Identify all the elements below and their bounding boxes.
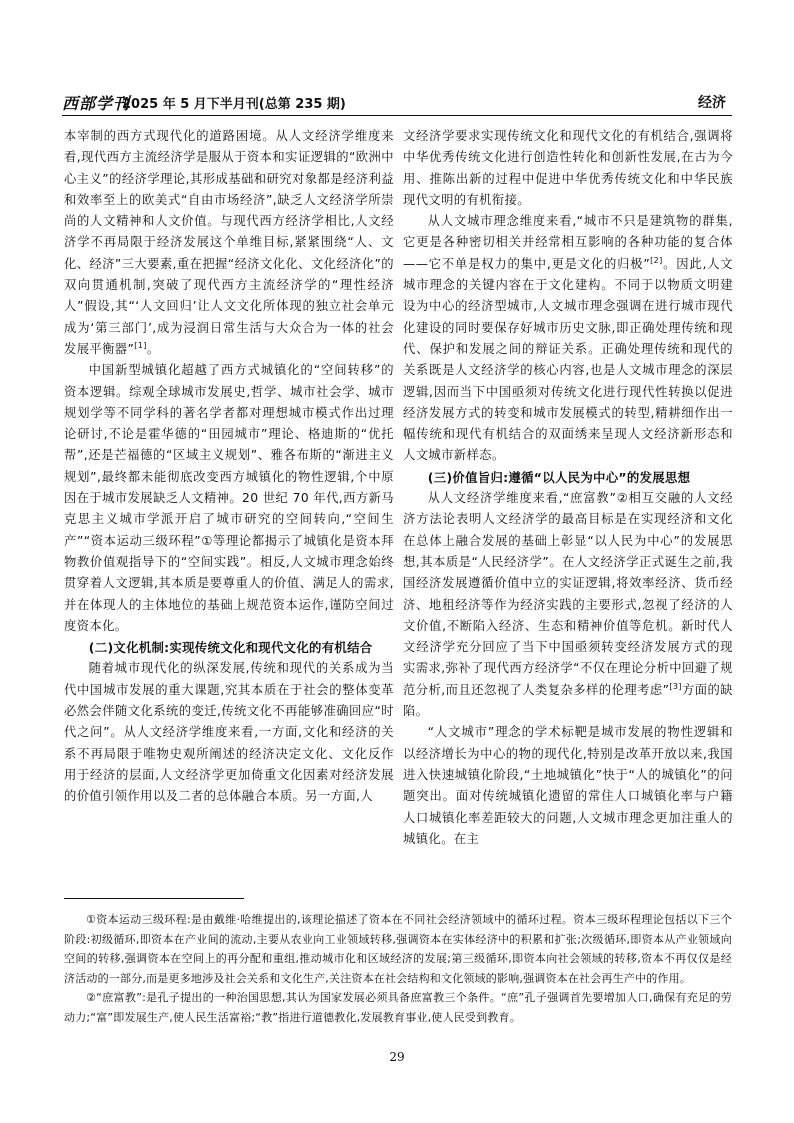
issue-info: 2025 年 5 月下半月刊(总第 235 期) [122,97,346,112]
paragraph: 从人文城市理念维度来看,“城市不只是建筑物的群集,它更是各种密切相关并经常相互影响的各种功能的复合体——它不单是权力的集中,更是文化的归极”[2]。因此,人文城市理念的关键内容在于文化建构。不同于以物质文明建设为中心的经济型城市,人文城市理念强调在进行城市现代化建设的同时要保存好城市历史文脉,即正确处理传统和现代、保护和发展之间的辩证关系。正确处理传统和现代的关系既是人文经济学的核心内容,也是人文城市理念的深层逻辑,因而当下中国亟须对传统文化进行现代性转换以促进经济发展方式的转变和城市发展模式的转型,精耕细作出一幅传统和现代有机结合的双面绣来呈现人文经济新形态和人文城市新样态。 [403,214,734,463]
footnote: ②“庶富教”:是孔子提出的一种治国思想,其认为国家发展必须具备庶富教三个条件。“庶”孔子强调首先要增加人口,确保有充足的劳动力;“富”即发展生产,使人民生活富裕;“教”指进行道德教化,发展教育事业,使人民受到教育。 [64,991,732,1024]
footnote-marker[interactable]: ① [201,533,213,548]
footnote-divider [64,898,244,899]
right-column [403,126,733,850]
paragraph: 随着城市现代化的纵深发展,传统和现代的关系成为当代中国城市发展的重大课题,究其本质在于社会的整体变革必然会伴随文化系统的变迁,传统文化不再能够准确回应“时代之问”。从人文经济学维度来看,一方面,文化和经济的关系不再局限于唯物史观所阐述的经济决定文化、文化反作用于经济的层面,人文经济学更加倚重文化因素对经济发展的价值引领作用以及二者的总体融合本质。另一方面,人 [64,661,394,804]
citation-ref[interactable]: [3] [669,681,682,691]
running-header [62,89,732,116]
footnote: ①资本运动三级环程:是由戴维·哈维提出的,该理论描述了资本在不同社会经济领域中的循环过程。资本三级环程理论包括以下三个阶段:初级循环,即资本在产业间的流动,主要从农业向工业领域转移,强调资本在实体经济中的积累和扩张;次级循环,即资本从产业领域向空间的转移,强调资本在空间上的再分配和重组,推动城市化和区域经济的发展;第三级循环,即资本向社会领域的转移,资本不再仅仅是经济活动的一部分,而是更多地涉及社会关系和文化生产,关注资本在社会结构和文化领域的影响,强调资本在社会再生产中的作用。 [64,913,732,985]
paragraph: 中国新型城镇化超越了西方式城镇化的“空间转移”的资本逻辑。综观全球城市发展史,哲学、城市社会学、城市规划学等不同学科的著名学者都对理想城市模式作出过理论研讨,不论是霍华德的“田园城市”理论、格迪斯的“优托帮”,还是芒福德的“区域主义规划”、雅各布斯的“渐进主义规划”,最终都未能彻底改变西方城镇化的物性逻辑,个中原因在于城市发展缺乏人文精神。20 世纪 70 年代,西方新马克思主义城市学派开启了城市研究的空间转向,“空间生产”“资本运动三级环程”①等理论都揭示了城镇化是资本拜物教价值观指导下的“空间实践”。相反,人文城市理念始终贯穿着人文逻辑,其本质是要尊重人的价值、满足人的需求,并在体现人的主体地位的基础上规范资本运作,谨防空间过度资本化。 [64,363,394,633]
section-heading: (二)文化机制:实现传统文化和现代文化的有机结合 [88,640,373,656]
paragraph: 从人文经济学维度来看,“庶富教”②相互交融的人文经济方法论表明人文经济学的最高目标是在实现经济和文化在总体上融合发展的基础上彰显“以人民为中心”的发展思想,其本质是“人民经济学”。在人文经济学正式诞生之前,我国经济发展遵循价值中立的实证逻辑,将效率经济、货币经济、地租经济等作为经济实践的主要形式,忽视了经济的人文价值,不断陷入经济、生态和精神价值等危机。新时代人文经济学充分回应了当下中国亟须转变经济发展方式的现实需求,弥补了现代西方经济学“不仅在理论分析中回避了规范分析,而且还忽视了人类复杂多样的伦理考虑”[3]方面的缺陷。 [403,491,733,719]
page-number: 29 [389,1050,405,1064]
footnote-marker[interactable]: ② [616,491,629,506]
section-heading: (三)价值旨归:遵循“以人民为中心”的发展思想 [427,469,691,485]
section-label: 经济 [698,95,726,111]
paragraph: “人文城市”理念的学术标靶是城市发展的物性逻辑和以经济增长为中心的物的现代化,特别是改革开放以来,我国进入快速城镇化阶段,“土地城镇化”快于“人的城镇化”的问题突出。面对传统城镇化遗留的常住人口城镇化率与户籍人口城镇化率差距较大的问题,人文城市理念更加注重人的城镇化。在主 [403,725,733,846]
left-column [64,126,394,808]
paragraph: 文经济学要求实现传统文化和现代文化的有机结合,强调将中华优秀传统文化进行创造性转化和创新性发展,在古为今用、推陈出新的过程中促进中华优秀传统文化和中华民族现代文明的有机衔接。 [403,129,733,207]
citation-ref[interactable]: [2] [650,255,663,265]
citation-ref[interactable]: [1] [134,340,147,350]
footnotes [64,910,732,1027]
journal-masthead-logo: 西部学刊 [62,94,131,113]
paragraph: 本宰制的西方式现代化的道路困境。从人文经济学维度来看,现代西方主流经济学是服从于资本和实证逻辑的“欧洲中心主义”的经济学理论,其形成基础和研究对象都是经济利益和效率至上的欧美式“自由市场经济”,缺乏人文经济学所崇尚的人文精神和人文价值。与现代西方经济学相比,人文经济学不再局限于经济发展这个单维目标,紧紧围绕“人、文化、经济”三大要素,重在把握“经济文化化、文化经济化”的双向贯通机制,突破了现代西方主流经济学的“理性经济人”假设,其“‘人文回归’让人文文化所体现的独立社会单元成为‘第三部门’,成为浸润日常生活与大众合为一体的社会发展平衡器”[1]。 [64,129,394,356]
